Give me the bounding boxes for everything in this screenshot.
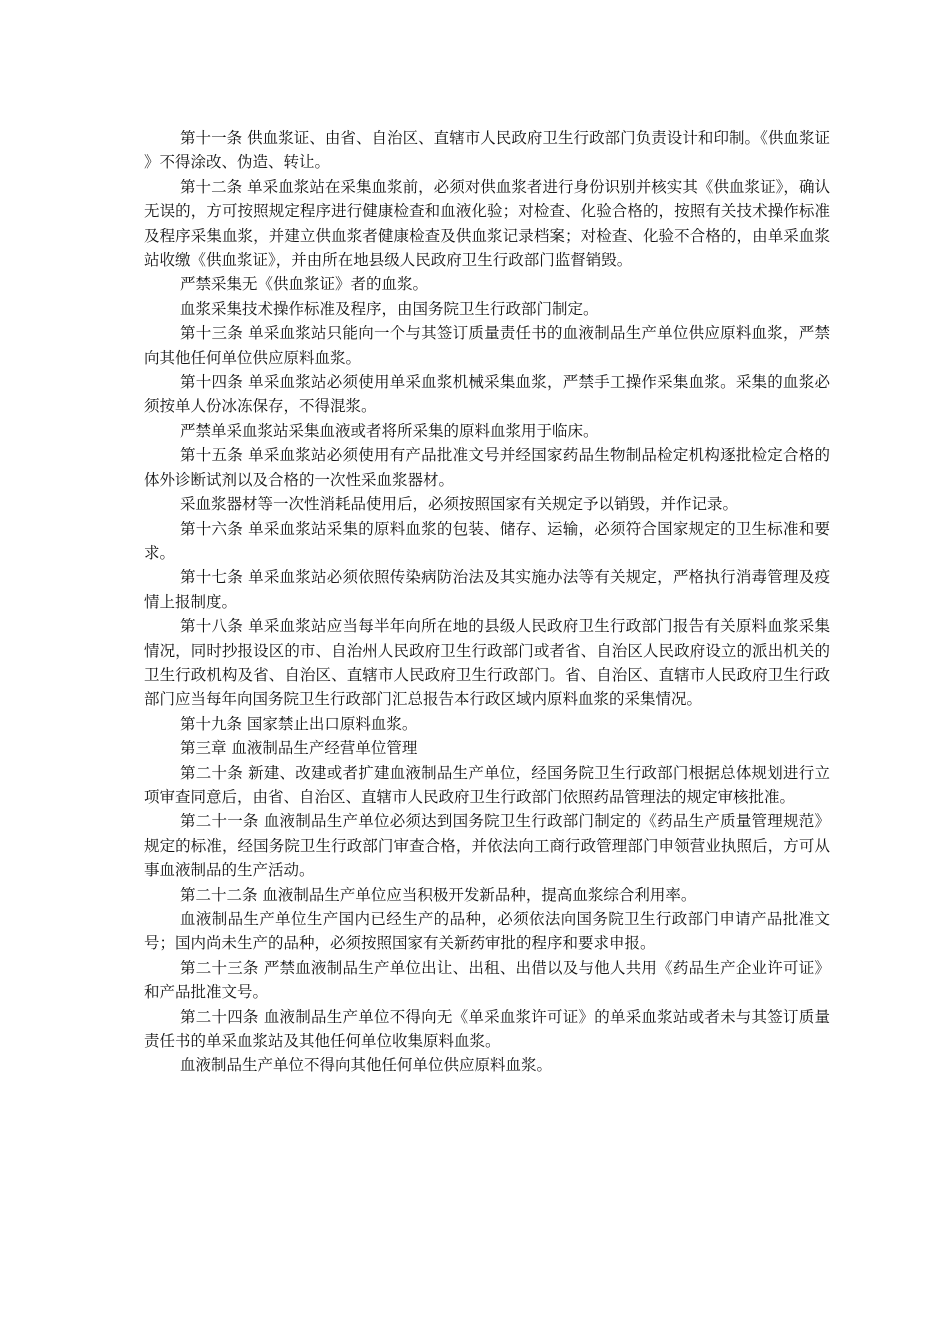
article-18-paragraph: 第十八条 单采血浆站应当每半年向所在地的县级人民政府卫生行政部门报告有关原料血浆采集情况，同时抄报设区的市、自治州人民政府卫生行政部门或者省、自治区人民政府设立的派出机关的卫生行政机构及省、自治区、直辖市人民政府卫生行政部门。省、自治区、直辖市人民政府卫生行政部门应当每年向国务院卫生行政部门汇总报告本行政区域内原料血浆的采集情况。 [144, 617, 830, 709]
article-15-clause-2: 采血浆器材等一次性消耗品使用后，必须按照国家有关规定予以销毁，并作记录。 [180, 495, 739, 514]
article-14-paragraph: 第十四条 单采血浆站必须使用单采血浆机械采集血浆，严禁手工操作采集血浆。采集的血浆必须按单人份冰冻保存，不得混浆。 [144, 373, 830, 416]
article-16-paragraph: 第十六条 单采血浆站采集的原料血浆的包装、储存、运输，必须符合国家规定的卫生标准和要求。 [144, 519, 830, 562]
chapter-3-heading: 第三章 血液制品生产经营单位管理 [180, 739, 418, 758]
article-23-paragraph: 第二十三条 严禁血液制品生产单位出让、出租、出借以及与他人共用《药品生产企业许可证》和产品批准文号。 [144, 958, 830, 1002]
article-11-paragraph: 第十一条 供血浆证、由省、自治区、直辖市人民政府卫生行政部门负责设计和印制。《供血浆证》不得涂改、伪造、转让。 [144, 129, 830, 172]
article-14-clause-2: 严禁单采血浆站采集血液或者将所采集的原料血浆用于临床。 [180, 421, 599, 440]
article-13-paragraph: 第十三条 单采血浆站只能向一个与其签订质量责任书的血液制品生产单位供应原料血浆，严禁向其他任何单位供应原料血浆。 [144, 324, 830, 367]
article-24-clause-2: 血液制品生产单位不得向其他任何单位供应原料血浆。 [180, 1056, 553, 1075]
article-15-paragraph: 第十五条 单采血浆站必须使用有产品批准文号并经国家药品生物制品检定机构逐批检定合格的体外诊断试剂以及合格的一次性采血浆器材。 [144, 446, 830, 489]
article-24-paragraph: 第二十四条 血液制品生产单位不得向无《单采血浆许可证》的单采血浆站或者未与其签订质量责任书的单采血浆站及其他任何单位收集原料血浆。 [144, 1007, 830, 1051]
article-12-clause-2: 严禁采集无《供血浆证》者的血浆。 [180, 275, 429, 294]
document-page [144, 126, 830, 1078]
article-20-paragraph: 第二十条 新建、改建或者扩建血液制品生产单位，经国务院卫生行政部门根据总体规划进行立项审查同意后，由省、自治区、直辖市人民政府卫生行政部门依照药品管理法的规定审核批准。 [144, 763, 830, 806]
article-12-paragraph: 第十二条 单采血浆站在采集血浆前，必须对供血浆者进行身份识别并核实其《供血浆证》，确认无误的，方可按照规定程序进行健康检查和血液化验；对检查、化验合格的，按照有关技术操作标准及程序采集血浆，并建立供血浆者健康检查及供血浆记录档案；对检查、化验不合格的，由单采血浆站收缴《供血浆证》，并由所在地县级人民政府卫生行政部门监督销毁。 [144, 177, 830, 270]
article-12-clause-3: 血浆采集技术操作标准及程序，由国务院卫生行政部门制定。 [180, 299, 599, 318]
article-19-paragraph: 第十九条 国家禁止出口原料血浆。 [180, 714, 418, 733]
article-22-paragraph: 第二十二条 血液制品生产单位应当积极开发新品种，提高血浆综合利用率。 [180, 885, 697, 904]
article-17-paragraph: 第十七条 单采血浆站必须依照传染病防治法及其实施办法等有关规定，严格执行消毒管理及疫情上报制度。 [144, 568, 830, 611]
article-21-paragraph: 第二十一条 血液制品生产单位必须达到国务院卫生行政部门制定的《药品生产质量管理规范》规定的标准，经国务院卫生行政部门审查合格，并依法向工商行政管理部门申领营业执照后，方可从事血液制品的生产活动。 [144, 812, 830, 880]
article-22-clause-2: 血液制品生产单位生产国内已经生产的品种，必须依法向国务院卫生行政部门申请产品批准文号；国内尚未生产的品种，必须按照国家有关新药审批的程序和要求申报。 [144, 910, 830, 953]
